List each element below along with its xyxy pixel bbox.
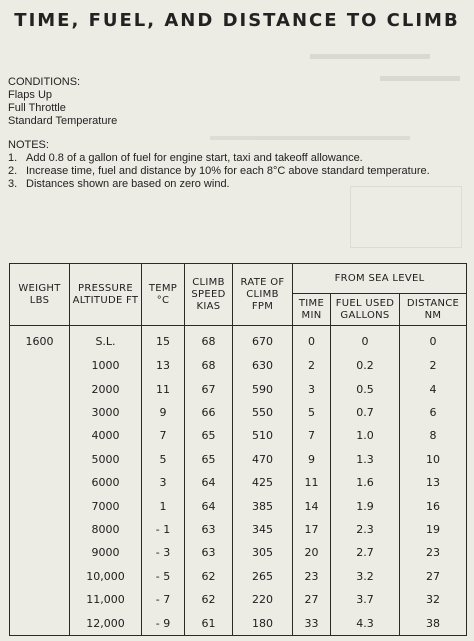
cell-distance: 13 xyxy=(400,471,467,494)
cell-altitude: 7000 xyxy=(70,494,142,517)
note-item xyxy=(8,178,430,191)
cell-rate: 510 xyxy=(233,424,293,447)
notes-block xyxy=(8,139,430,191)
cell-time: 23 xyxy=(293,565,331,588)
header-temp: TEMP °C xyxy=(142,264,185,326)
note-number: 1. xyxy=(8,152,18,164)
cell-speed: 66 xyxy=(185,401,233,424)
cell-speed: 65 xyxy=(185,448,233,471)
cell-weight xyxy=(10,424,70,447)
cell-time: 33 xyxy=(293,611,331,635)
cell-speed: 61 xyxy=(185,611,233,635)
cell-distance: 27 xyxy=(400,565,467,588)
table-row xyxy=(10,424,467,447)
header-distance: DISTANCE NM xyxy=(400,294,467,326)
cell-fuel: 3.2 xyxy=(331,565,400,588)
note-text: Increase time, fuel and distance by 10% for each 8°C above standard temperature. xyxy=(26,165,430,177)
cell-weight xyxy=(10,494,70,517)
cell-speed: 62 xyxy=(185,588,233,611)
page-title: TIME, FUEL, AND DISTANCE TO CLIMB xyxy=(14,10,460,31)
cell-rate: 630 xyxy=(233,354,293,377)
cell-time: 11 xyxy=(293,471,331,494)
cell-altitude: 1000 xyxy=(70,354,142,377)
cell-weight xyxy=(10,541,70,564)
cell-speed: 64 xyxy=(185,471,233,494)
table-row xyxy=(10,588,467,611)
cell-altitude: 5000 xyxy=(70,448,142,471)
cell-weight xyxy=(10,401,70,424)
cell-time: 7 xyxy=(293,424,331,447)
cell-altitude: 8000 xyxy=(70,518,142,541)
condition-item: Full Throttle xyxy=(8,102,66,114)
cell-fuel: 2.7 xyxy=(331,541,400,564)
cell-distance: 2 xyxy=(400,354,467,377)
cell-temp: 13 xyxy=(142,354,185,377)
cell-altitude: S.L. xyxy=(70,326,142,354)
table-row xyxy=(10,401,467,424)
cell-fuel: 0.2 xyxy=(331,354,400,377)
cell-altitude: 4000 xyxy=(70,424,142,447)
conditions-block xyxy=(8,76,117,128)
header-from-sea-level: FROM SEA LEVEL xyxy=(293,264,467,294)
cell-fuel: 2.3 xyxy=(331,518,400,541)
cell-distance: 4 xyxy=(400,377,467,400)
cell-rate: 470 xyxy=(233,448,293,471)
cell-weight xyxy=(10,588,70,611)
cell-rate: 385 xyxy=(233,494,293,517)
cell-time: 0 xyxy=(293,326,331,354)
table-row xyxy=(10,494,467,517)
cell-altitude: 9000 xyxy=(70,541,142,564)
cell-temp: - 7 xyxy=(142,588,185,611)
cell-rate: 590 xyxy=(233,377,293,400)
cell-speed: 63 xyxy=(185,518,233,541)
cell-time: 5 xyxy=(293,401,331,424)
cell-weight xyxy=(10,448,70,471)
cell-time: 17 xyxy=(293,518,331,541)
cell-distance: 32 xyxy=(400,588,467,611)
cell-weight xyxy=(10,611,70,635)
condition-item: Standard Temperature xyxy=(8,115,118,127)
cell-rate: 180 xyxy=(233,611,293,635)
cell-time: 2 xyxy=(293,354,331,377)
cell-distance: 23 xyxy=(400,541,467,564)
table-row xyxy=(10,611,467,635)
cell-speed: 65 xyxy=(185,424,233,447)
cell-speed: 68 xyxy=(185,354,233,377)
cell-weight xyxy=(10,565,70,588)
cell-altitude: 2000 xyxy=(70,377,142,400)
cell-weight xyxy=(10,377,70,400)
cell-rate: 305 xyxy=(233,541,293,564)
note-item xyxy=(8,165,430,178)
table-row xyxy=(10,541,467,564)
cell-fuel: 0.5 xyxy=(331,377,400,400)
cell-fuel: 1.0 xyxy=(331,424,400,447)
notes-list xyxy=(8,152,430,191)
cell-distance: 10 xyxy=(400,448,467,471)
cell-rate: 550 xyxy=(233,401,293,424)
table-row xyxy=(10,518,467,541)
cell-fuel: 1.6 xyxy=(331,471,400,494)
cell-distance: 16 xyxy=(400,494,467,517)
cell-speed: 62 xyxy=(185,565,233,588)
cell-rate: 670 xyxy=(233,326,293,354)
header-pressure-altitude: PRESSURE ALTITUDE FT xyxy=(70,264,142,326)
cell-fuel: 0.7 xyxy=(331,401,400,424)
cell-temp: - 5 xyxy=(142,565,185,588)
cell-time: 3 xyxy=(293,377,331,400)
cell-distance: 19 xyxy=(400,518,467,541)
cell-temp: 7 xyxy=(142,424,185,447)
header-time: TIME MIN xyxy=(293,294,331,326)
table-row xyxy=(10,326,467,354)
cell-altitude: 12,000 xyxy=(70,611,142,635)
cell-fuel: 1.9 xyxy=(331,494,400,517)
cell-time: 9 xyxy=(293,448,331,471)
cell-time: 20 xyxy=(293,541,331,564)
cell-speed: 68 xyxy=(185,326,233,354)
cell-distance: 6 xyxy=(400,401,467,424)
cell-time: 14 xyxy=(293,494,331,517)
table-row xyxy=(10,377,467,400)
cell-temp: 15 xyxy=(142,326,185,354)
cell-fuel: 1.3 xyxy=(331,448,400,471)
cell-temp: - 3 xyxy=(142,541,185,564)
cell-speed: 67 xyxy=(185,377,233,400)
cell-speed: 63 xyxy=(185,541,233,564)
cell-rate: 265 xyxy=(233,565,293,588)
cell-weight xyxy=(10,354,70,377)
climb-performance-table xyxy=(9,263,467,636)
header-weight: WEIGHT LBS xyxy=(10,264,70,326)
cell-distance: 38 xyxy=(400,611,467,635)
cell-weight xyxy=(10,518,70,541)
note-number: 2. xyxy=(8,165,18,177)
cell-temp: 3 xyxy=(142,471,185,494)
cell-fuel: 3.7 xyxy=(331,588,400,611)
table-row xyxy=(10,565,467,588)
table-row xyxy=(10,354,467,377)
note-text: Distances shown are based on zero wind. xyxy=(26,178,230,190)
cell-rate: 220 xyxy=(233,588,293,611)
cell-temp: - 1 xyxy=(142,518,185,541)
table-row xyxy=(10,448,467,471)
cell-temp: 11 xyxy=(142,377,185,400)
cell-temp: 5 xyxy=(142,448,185,471)
cell-temp: 9 xyxy=(142,401,185,424)
header-rate-of-climb: RATE OF CLIMB FPM xyxy=(233,264,293,326)
cell-temp: - 9 xyxy=(142,611,185,635)
cell-time: 27 xyxy=(293,588,331,611)
note-text: Add 0.8 of a gallon of fuel for engine start, taxi and takeoff allowance. xyxy=(26,152,363,164)
cell-speed: 64 xyxy=(185,494,233,517)
cell-temp: 1 xyxy=(142,494,185,517)
cell-altitude: 10,000 xyxy=(70,565,142,588)
cell-rate: 345 xyxy=(233,518,293,541)
cell-weight xyxy=(10,471,70,494)
cell-altitude: 6000 xyxy=(70,471,142,494)
cell-distance: 8 xyxy=(400,424,467,447)
cell-fuel: 0 xyxy=(331,326,400,354)
cell-rate: 425 xyxy=(233,471,293,494)
note-item xyxy=(8,152,430,165)
cell-distance: 0 xyxy=(400,326,467,354)
table-row xyxy=(10,471,467,494)
header-fuel-used: FUEL USED GALLONS xyxy=(331,294,400,326)
cell-weight: 1600 xyxy=(10,326,70,354)
header-climb-speed: CLIMB SPEED KIAS xyxy=(185,264,233,326)
condition-item: Flaps Up xyxy=(8,89,53,101)
conditions-heading: CONDITIONS: xyxy=(8,76,81,88)
notes-heading: NOTES: xyxy=(8,139,49,151)
cell-fuel: 4.3 xyxy=(331,611,400,635)
cell-altitude: 11,000 xyxy=(70,588,142,611)
cell-altitude: 3000 xyxy=(70,401,142,424)
note-number: 3. xyxy=(8,178,18,190)
